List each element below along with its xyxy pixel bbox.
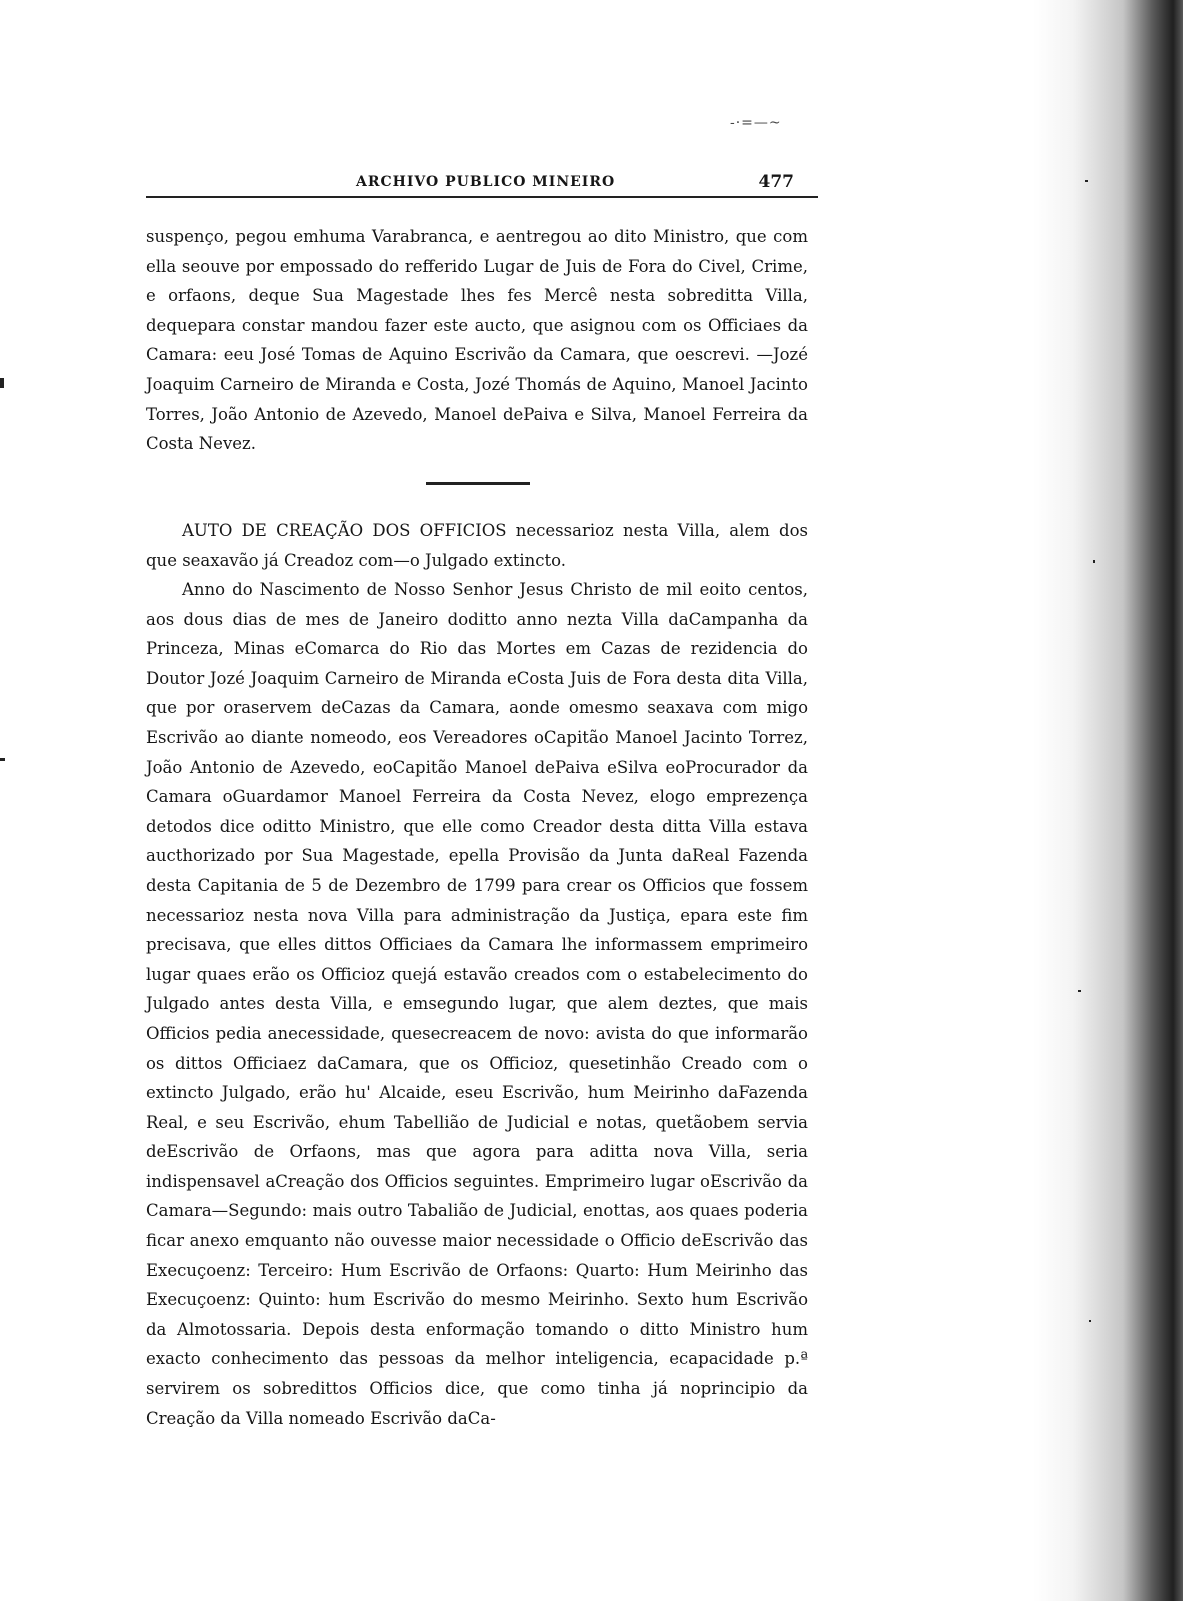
section-separator [426,482,530,485]
scan-noise-marks: -·=—~ [730,115,782,131]
scan-speck [1085,180,1088,182]
scan-speck [1093,560,1095,563]
scan-speck [1089,1320,1091,1322]
header-rule [146,196,818,198]
scan-left-mark [0,378,4,388]
scan-left-mark [0,758,5,761]
running-header [146,170,818,198]
scan-binding-edge [1033,0,1183,1601]
running-title: ARCHIVO PUBLICO MINEIRO [356,174,616,190]
continuation-paragraph: suspenço, pegou emhuma Varabranca, e aentregou ao dito Ministro, que com ella seouve por empossado do refferido Lugar de Juis de Fora do Civel, Crime, e orfaons, deque Sua Magestade lhes fes Mercê nesta sobreditta Villa, dequepara constar mandou fazer este aucto, que asignou com os Officiaes da Camara: eeu José Tomas de Aquino Escrivão da Camara, que oescrevi. —Jozé Joaquim Carneiro de Miranda e Costa, Jozé Thomás de Aquino, Manoel Jacinto Torres, João Antonio de Azevedo, Manoel dePaiva e Silva, Manoel Ferreira da Costa Nevez. [146,227,808,454]
section-title-paragraph: AUTO DE CREAÇÃO DOS OFFICIOS necessarioz nesta Villa, alem dos que seaxavão já Creadoz com—o Julgado extincto. [146,521,808,570]
body-paragraph: Anno do Nascimento de Nosso Senhor Jesus Christo de mil eoito centos, aos dous dias de mes de Janeiro doditto anno nezta Villa daCampanha da Princeza, Minas eComarca do Rio das Mortes em Cazas de rezidencia do Doutor Jozé Joaquim Carneiro de Miranda eCosta Juis de Fora desta dita Villa, que por oraservem deCazas da Camara, aonde omesmo seaxava com migo Escrivão ao diante nomeodo, eos Vereadores oCapitão Manoel Jacinto Torrez, João Antonio de Azevedo, eoCapitão Manoel dePaiva eSilva eoProcurador da Camara oGuardamor Manoel Ferreira da Costa Nevez, elogo emprezença detodos dice oditto Ministro, que elle como Creador desta ditta Villa estava aucthorizado por Sua Magestade, epella Provisão da Junta daReal Fazenda desta Capitania de 5 de Dezembro de 1799 para crear os Officios que fossem necessarioz nesta nova Villa para administração da Justiça, epara este fim precisava, que elles dittos Officiaes da Camara lhe informassem emprimeiro lugar quaes erão os Officioz quejá estavão creados com o estabelecimento do Julgado antes desta Villa, e emsegundo lugar, que alem deztes, que mais Officios pedia anecessidade, quesecreacem de novo: avista do que informarão os dittos Officiaez daCamara, que os Officioz, quesetinhão Creado com o extincto Julgado, erão hu' Alcaide, eseu Escrivão, hum Meirinho daFazenda Real, e seu Escrivão, ehum Tabellião de Judicial e notas, quetãobem servia deEscrivão de Orfaons, mas que agora para aditta nova Villa, seria indispensavel aCreação dos Officios seguintes. Emprimeiro lugar oEscrivão da Camara—Segundo: mais outro Tabalião de Judicial, enottas, aos quaes poderia ficar anexo emquanto não ouvesse maior necessidade o Officio deEscrivão das Execuçoenz: Terceiro: Hum Escrivão de Orfaons: Quarto: Hum Meirinho das Execuçoenz: Quinto: hum Escrivão do mesmo Meirinho. Sexto hum Escrivão da Almotossaria. Depois desta enformação tomando o ditto Ministro hum exacto conhecimento das pessoas da melhor inteligencia, ecapacidade p.ª servirem os sobredittos Officios dice, que como tinha já noprincipio da Creação da Villa nomeado Escrivão daCa- [146,580,808,1428]
page-number: 477 [758,172,794,192]
scan-speck [1078,990,1081,992]
